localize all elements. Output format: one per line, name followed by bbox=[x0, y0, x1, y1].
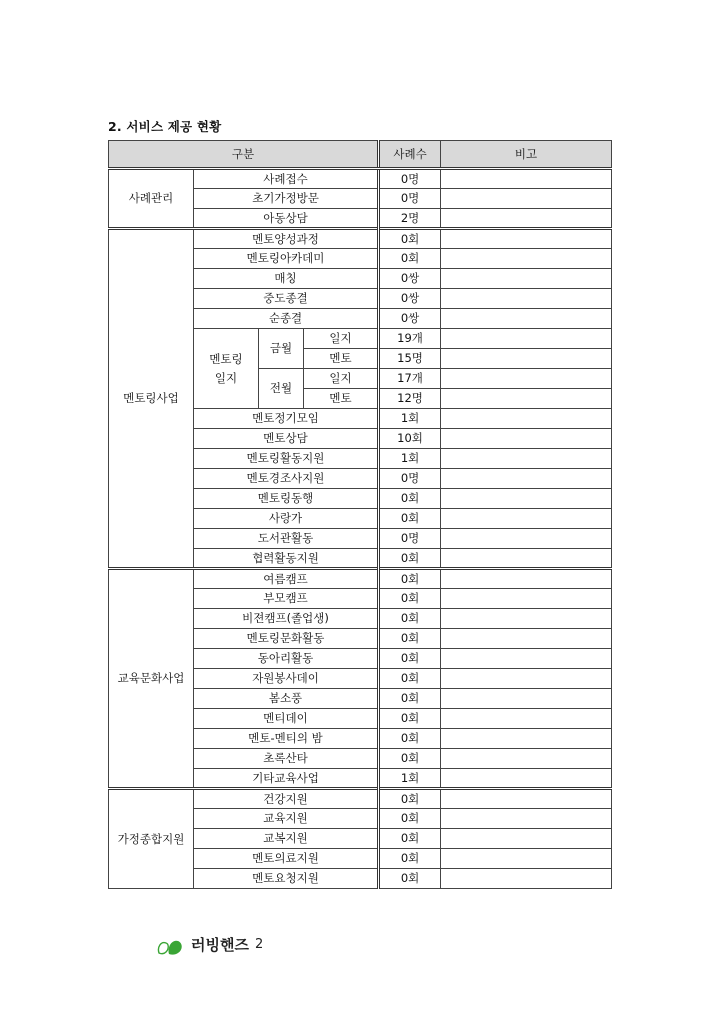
note-cell bbox=[441, 649, 612, 669]
count-cell: 1회 bbox=[379, 409, 441, 429]
count-cell: 0회 bbox=[379, 489, 441, 509]
count-cell: 0회 bbox=[379, 549, 441, 569]
item-cell: 멘티데이 bbox=[194, 709, 379, 729]
note-cell bbox=[441, 869, 612, 889]
item-cell: 교육지원 bbox=[194, 809, 379, 829]
note-cell bbox=[441, 749, 612, 769]
note-cell bbox=[441, 569, 612, 589]
count-cell: 0회 bbox=[379, 629, 441, 649]
note-cell bbox=[441, 469, 612, 489]
note-cell bbox=[441, 689, 612, 709]
count-cell: 0회 bbox=[379, 669, 441, 689]
item-cell: 멘토양성과정 bbox=[194, 229, 379, 249]
count-cell: 0명 bbox=[379, 189, 441, 209]
item-cell: 멘토-멘티의 밤 bbox=[194, 729, 379, 749]
count-cell: 0회 bbox=[379, 789, 441, 809]
note-cell bbox=[441, 329, 612, 349]
note-cell bbox=[441, 309, 612, 329]
count-cell: 0회 bbox=[379, 689, 441, 709]
note-cell bbox=[441, 709, 612, 729]
count-cell: 10회 bbox=[379, 429, 441, 449]
note-cell bbox=[441, 209, 612, 229]
item-cell: 동아리활동 bbox=[194, 649, 379, 669]
header-note: 비고 bbox=[441, 141, 612, 169]
table-row bbox=[109, 789, 612, 809]
count-cell: 1회 bbox=[379, 769, 441, 789]
note-cell bbox=[441, 409, 612, 429]
count-cell: 0회 bbox=[379, 709, 441, 729]
note-cell bbox=[441, 429, 612, 449]
note-cell bbox=[441, 269, 612, 289]
note-cell bbox=[441, 849, 612, 869]
note-cell bbox=[441, 729, 612, 749]
entry-type-cell: 멘토 bbox=[304, 349, 379, 369]
item-cell: 비젼캠프(졸업생) bbox=[194, 609, 379, 629]
journal-label-line1: 멘토링 bbox=[209, 352, 243, 367]
note-cell bbox=[441, 489, 612, 509]
count-cell: 0회 bbox=[379, 649, 441, 669]
item-cell: 초록산타 bbox=[194, 749, 379, 769]
note-cell bbox=[441, 509, 612, 529]
count-cell: 0회 bbox=[379, 869, 441, 889]
count-cell: 0회 bbox=[379, 569, 441, 589]
item-cell: 협력활동지원 bbox=[194, 549, 379, 569]
item-cell: 아동상담 bbox=[194, 209, 379, 229]
note-cell bbox=[441, 769, 612, 789]
category-cell: 멘토링사업 bbox=[109, 229, 194, 569]
table-row bbox=[109, 169, 612, 189]
hands-logo-icon bbox=[157, 933, 189, 955]
item-cell: 중도종결 bbox=[194, 289, 379, 309]
item-cell: 부모캠프 bbox=[194, 589, 379, 609]
note-cell bbox=[441, 629, 612, 649]
count-cell: 1회 bbox=[379, 449, 441, 469]
count-cell: 0명 bbox=[379, 529, 441, 549]
count-cell: 19개 bbox=[379, 329, 441, 349]
item-cell: 멘토링동행 bbox=[194, 489, 379, 509]
journal-label-cell bbox=[194, 329, 259, 409]
note-cell bbox=[441, 249, 612, 269]
entry-type-cell: 멘토 bbox=[304, 389, 379, 409]
note-cell bbox=[441, 389, 612, 409]
item-cell: 순종결 bbox=[194, 309, 379, 329]
item-cell: 사례접수 bbox=[194, 169, 379, 189]
note-cell bbox=[441, 529, 612, 549]
item-cell: 멘토링문화활동 bbox=[194, 629, 379, 649]
item-cell: 멘토정기모임 bbox=[194, 409, 379, 429]
note-cell bbox=[441, 609, 612, 629]
item-cell: 여름캠프 bbox=[194, 569, 379, 589]
item-cell: 초기가정방문 bbox=[194, 189, 379, 209]
count-cell: 2명 bbox=[379, 209, 441, 229]
count-cell: 0회 bbox=[379, 589, 441, 609]
count-cell: 12명 bbox=[379, 389, 441, 409]
count-cell: 17개 bbox=[379, 369, 441, 389]
logo-text: 러빙핸즈 bbox=[191, 935, 249, 954]
entry-type-cell: 일지 bbox=[304, 369, 379, 389]
table-row bbox=[109, 229, 612, 249]
item-cell: 멘토요청지원 bbox=[194, 869, 379, 889]
month-cell: 금월 bbox=[259, 329, 304, 369]
item-cell: 매칭 bbox=[194, 269, 379, 289]
note-cell bbox=[441, 229, 612, 249]
section-title: 2. 서비스 제공 현황 bbox=[108, 119, 222, 134]
note-cell bbox=[441, 589, 612, 609]
count-cell: 15명 bbox=[379, 349, 441, 369]
item-cell: 기타교육사업 bbox=[194, 769, 379, 789]
header-category: 구분 bbox=[109, 141, 379, 169]
item-cell: 교복지원 bbox=[194, 829, 379, 849]
note-cell bbox=[441, 349, 612, 369]
item-cell: 자원봉사데이 bbox=[194, 669, 379, 689]
count-cell: 0회 bbox=[379, 749, 441, 769]
count-cell: 0회 bbox=[379, 509, 441, 529]
category-cell: 사례관리 bbox=[109, 169, 194, 229]
item-cell: 멘토링아카데미 bbox=[194, 249, 379, 269]
note-cell bbox=[441, 169, 612, 189]
note-cell bbox=[441, 789, 612, 809]
category-cell: 교육문화사업 bbox=[109, 569, 194, 789]
item-cell: 도서관활동 bbox=[194, 529, 379, 549]
item-cell: 봄소풍 bbox=[194, 689, 379, 709]
count-cell: 0회 bbox=[379, 609, 441, 629]
note-cell bbox=[441, 549, 612, 569]
count-cell: 0쌍 bbox=[379, 309, 441, 329]
note-cell bbox=[441, 809, 612, 829]
category-cell: 가정종합지원 bbox=[109, 789, 194, 889]
count-cell: 0회 bbox=[379, 829, 441, 849]
header-count: 사례수 bbox=[379, 141, 441, 169]
item-cell: 멘토링활동지원 bbox=[194, 449, 379, 469]
count-cell: 0명 bbox=[379, 469, 441, 489]
note-cell bbox=[441, 669, 612, 689]
item-cell: 멘토상담 bbox=[194, 429, 379, 449]
service-status-table bbox=[108, 140, 612, 889]
item-cell: 멘토의료지원 bbox=[194, 849, 379, 869]
note-cell bbox=[441, 369, 612, 389]
note-cell bbox=[441, 189, 612, 209]
note-cell bbox=[441, 449, 612, 469]
table-header-row bbox=[109, 141, 612, 169]
count-cell: 0명 bbox=[379, 169, 441, 189]
page-number: 2 bbox=[254, 936, 264, 952]
count-cell: 0회 bbox=[379, 729, 441, 749]
count-cell: 0쌍 bbox=[379, 269, 441, 289]
note-cell bbox=[441, 289, 612, 309]
journal-label-line2: 일지 bbox=[214, 370, 238, 385]
count-cell: 0회 bbox=[379, 809, 441, 829]
item-cell: 건강지원 bbox=[194, 789, 379, 809]
footer-logo bbox=[157, 933, 263, 955]
count-cell: 0회 bbox=[379, 249, 441, 269]
entry-type-cell: 일지 bbox=[304, 329, 379, 349]
item-cell: 멘토경조사지원 bbox=[194, 469, 379, 489]
table-row bbox=[109, 569, 612, 589]
note-cell bbox=[441, 829, 612, 849]
count-cell: 0회 bbox=[379, 849, 441, 869]
count-cell: 0쌍 bbox=[379, 289, 441, 309]
month-cell: 전월 bbox=[259, 369, 304, 409]
item-cell: 사랑가 bbox=[194, 509, 379, 529]
count-cell: 0회 bbox=[379, 229, 441, 249]
